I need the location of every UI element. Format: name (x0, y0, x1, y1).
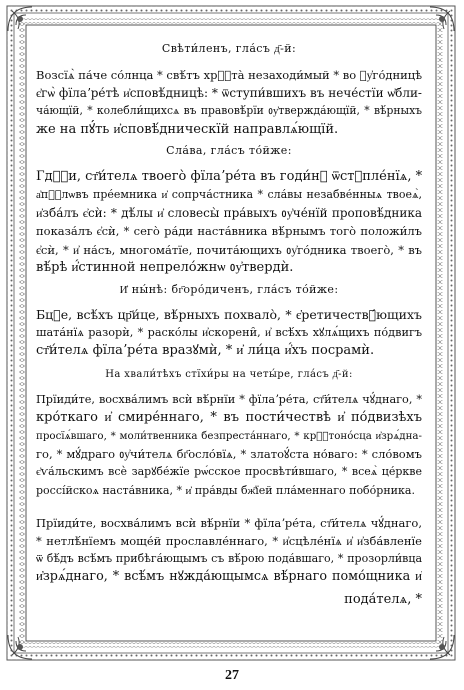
text-line: Прїиди́те, восхва́лимъ всѝ вѣ́рнїи * фїлаʼре́та, ст҃и́телѧ чꙋ́днаго, (36, 515, 422, 530)
text-line: Прїиди́те, восхва́лимъ всѝ вѣ́рнїи * фїлаʼре́та, ст҃и́телѧ чꙋ́днаго, * (36, 392, 422, 406)
text-line: просїѧ́вшаго, * моли́твенника безпреста́ннаго, * крⷭ҇тоно́сца и҆зрѧ́дна- (36, 430, 422, 443)
text-line: ст҃и́телѧ фїлаʼре́та вразꙋмѝ, * и҆ ли́ца и҆́хъ посрамѝ. (36, 343, 375, 359)
text-line: и҆зрѧ́днаго, * всѣ́мъ нꙋжда́ющымсѧ вѣ́рнаго помо́щника и҆ (36, 569, 422, 585)
heading-slava: Сла́ва, гла́съ то́йже: (166, 143, 292, 157)
text-line: шата́нїѧ разорѝ, * раско́лы и҆скорени̑, и҆ всѣ́хъ хꙋлѧ́щихъ по́двигъ (36, 326, 422, 340)
text-line: Гдⷭ҇и, ст҃и́телѧ твоего̀ фїлаʼре́та въ годи́нꙋ ѿстꙋпле́нїѧ, * (36, 168, 422, 184)
text-line: * нетлѣ́нїемъ моще́й прославле́ннаго, * и҆сцѣле́нїѧ и҆ и҆зба́вленїе (36, 534, 422, 549)
text-line: ѿ бѣ́дъ всѣ́мъ прибѣга́ющымъ съ вѣ́рою пода́вшаго, * прозорли́вца (36, 552, 422, 566)
paragraph-2 (36, 168, 422, 277)
text-line: и҆зба́лъ є҆сѝ: * дѣ́лы и҆ словесы̀ пра́выхъ ᲂу҆че́нїй проповѣ́дника (36, 206, 422, 221)
text-line: кро́ткаго и҆ смире́ннаго, * въ пости́чествѣ и҆ по́двизѣхъ (36, 409, 422, 425)
heading-svetilen: Свѣти́ленъ, гла́съ д҃-й: (161, 42, 297, 55)
paragraph-3 (36, 306, 422, 361)
text-column (36, 40, 422, 636)
text-line: же на пꙋ́ть и҆сповѣ́дническїй направлѧ́ющїй. (36, 121, 339, 137)
text-line: є҆ѵа́льскимъ всѐ зарꙋбе́жїе рѡ́сское просвѣти́вшаго, * всеѧ̀ це́ркве (36, 465, 422, 479)
heading-na-hvalitekh: На хвали́тѣхъ стїхи́ры на четы́ре, гла́съ д҃-й: (105, 368, 353, 380)
text-line: а҆пⷭ҇лѡвъ пре́емника и҆ сопрча́стника * сла́вы незабве́нныѧ твоеѧ̀, (36, 188, 422, 202)
text-line: є҆гѡ̀ фїлаʼре́тѣ и҆сповѣ́дницѣ: * ѿступи́вшихъ въ нече́стїи ѡ҆бли- (36, 86, 422, 101)
text-line: показа́лъ є҆сѝ, * сего̀ ра́ди наста́вника вѣ́рнымъ того̀ положи́лъ (36, 224, 422, 239)
text-line: Бцⷣе, всѣ́хъ цр҃и́це, вѣ́рныхъ похвало̀, * є҆ретичествꙋ́ющихъ (36, 307, 422, 323)
text-line: вѣ́рѣ и҆́стинной непрело́жнѡ ᲂу҆твердѝ. (36, 259, 294, 275)
paragraph-5 (36, 514, 422, 587)
text-line: россі́йскоѧ наста́вника, * и҆ пра́вды бж҃їей пла́меннаго побо́рника. (36, 483, 415, 497)
heading-i-nyne: И҆ ны́нѣ: бг҃оро́диченъ, гла́съ то́йже: (119, 283, 339, 297)
text-line: Возсїѧ̀ па́че со́лнца * свѣ́тъ хрⷭ҇та̀ незаходи́мый * во ᲂу҆го́дницѣ (36, 68, 422, 82)
text-line: є҆сѝ, * и҆ на́съ, многома́тїе, почита́ющихъ ᲂу҆го́дника твоего̀, * въ (36, 242, 422, 257)
text-line: ча́ющїй, * колебли́щихсѧ въ правовѣ́рїи ᲂу҆твержда́ющїй, * вѣ́рныхъ (36, 104, 422, 118)
paragraph-4 (36, 391, 422, 500)
page-number: 27 (225, 668, 239, 683)
paragraph-1 (36, 66, 422, 139)
text-line: го, * мꙋ́драго ᲂу҆чи́телѧ бг҃осло́вїѧ, * златоꙋ́ста но́ваго: * сло́вомъ (36, 447, 422, 462)
catchword: пода́телѧ, * (344, 591, 422, 607)
